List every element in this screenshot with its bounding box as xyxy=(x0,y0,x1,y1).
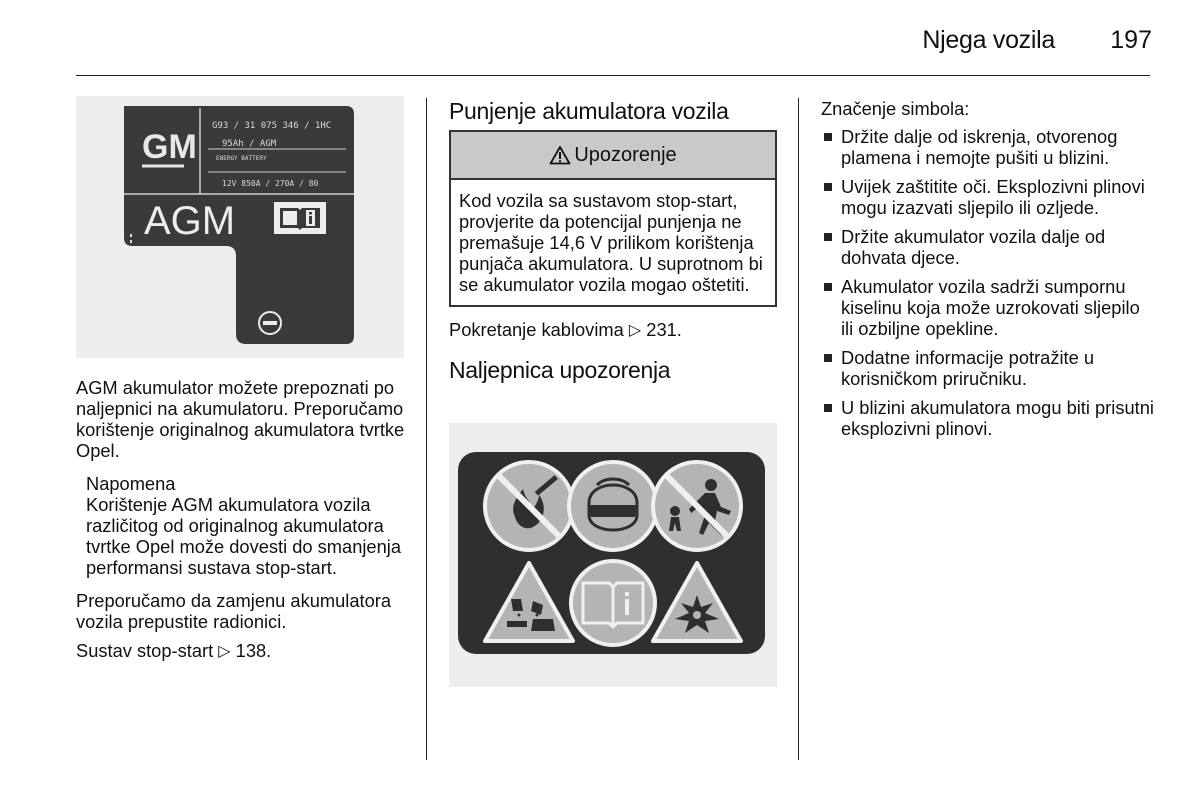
reference-text: Sustav stop-start xyxy=(76,640,214,661)
list-item: U blizini akumulatora mogu biti prisutni eksplozivni plinovi. xyxy=(821,397,1156,439)
symbols-intro: Značenje simbola: xyxy=(821,98,970,119)
list-item: Držite dalje od iskrenja, otvorenog plamena i nemojte pušiti u blizini. xyxy=(821,126,1156,168)
note-block xyxy=(76,473,411,578)
reference-page: 231. xyxy=(646,319,682,340)
reference-page: 138. xyxy=(235,640,272,661)
warning-header xyxy=(451,132,775,180)
list-item: Akumulator vozila sadrži sumpornu kiselinu koja može uzrokovati sljepilo ili ozbiljne opekline. xyxy=(821,276,1156,339)
reference-text: Pokretanje kablovima xyxy=(449,319,624,340)
label-line-2: 95Ah / AGM xyxy=(222,139,277,149)
page-arrow-icon: ▷ xyxy=(218,643,231,660)
stop-start-reference[interactable] xyxy=(76,640,411,662)
note-text: Korištenje AGM akumulatora vozila različitog od originalnog akumulatora tvrtke Opel može dovesti do smanjenja performansi sustava stop-start. xyxy=(86,494,401,578)
agm-battery-label xyxy=(76,96,404,358)
agm-label-image xyxy=(76,96,404,358)
replacement-paragraph: Preporučamo da zamjenu akumulatora vozila prepustite radionici. xyxy=(76,590,392,632)
page-arrow-icon: ▷ xyxy=(628,322,642,339)
list-item: Držite akumulator vozila dalje od dohvata djece. xyxy=(821,226,1156,268)
list-item: Uvijek zaštitite oči. Eksplozivni plinovi mogu izazvati sljepilo ili ozljede. xyxy=(821,176,1156,218)
warning-text: Kod vozila sa sustavom stop-start, provjerite da potencijal punjenja ne premašuje 14,6 V prilikom korištenja punjača akumulatora. U suprotnom bi se akumulator vozila mogao oštetiti. xyxy=(459,190,763,295)
list-item: Dodatne informacije potražite u korisničkom priručniku. xyxy=(821,347,1156,389)
page-number: 197 xyxy=(1110,26,1152,54)
header-rule xyxy=(76,75,1150,76)
warning-symbols-image xyxy=(449,423,777,687)
column-divider-right xyxy=(798,98,799,760)
read-manual-icon xyxy=(571,561,655,645)
chapter-title: Njega vozila xyxy=(922,26,1055,54)
no-fire-icon xyxy=(485,462,573,550)
warning-triangle-icon xyxy=(549,145,571,165)
warning-symbols-panel xyxy=(449,423,777,687)
note-title: Napomena xyxy=(86,473,176,494)
warning-label-heading: Naljepnica upozorenja xyxy=(449,357,671,383)
keep-children-away-icon xyxy=(653,462,741,550)
jump-start-reference[interactable] xyxy=(449,319,777,341)
eye-protection-icon xyxy=(569,462,657,550)
manual-book-icon xyxy=(274,202,326,234)
agm-type-text: AGM xyxy=(144,199,236,243)
label-line-4: 12V 850A / 270A / 80 xyxy=(222,179,319,188)
column-divider-left xyxy=(426,98,427,760)
gm-logo-text: GM xyxy=(142,128,197,166)
warning-title: Upozorenje xyxy=(574,143,677,166)
warning-box xyxy=(449,130,777,307)
label-line-3: ENERGY BATTERY xyxy=(216,155,267,162)
label-line-1: G93 / 31 075 346 / 1HC xyxy=(212,121,332,131)
symbols-list xyxy=(821,126,1156,439)
agm-intro-paragraph: AGM akumulator možete prepoznati po naljepnici na akumulatoru. Preporučamo korištenje originalnog akumulatora tvrtke Opel. xyxy=(76,377,405,461)
charging-heading: Punjenje akumulatora vozila xyxy=(449,98,729,124)
